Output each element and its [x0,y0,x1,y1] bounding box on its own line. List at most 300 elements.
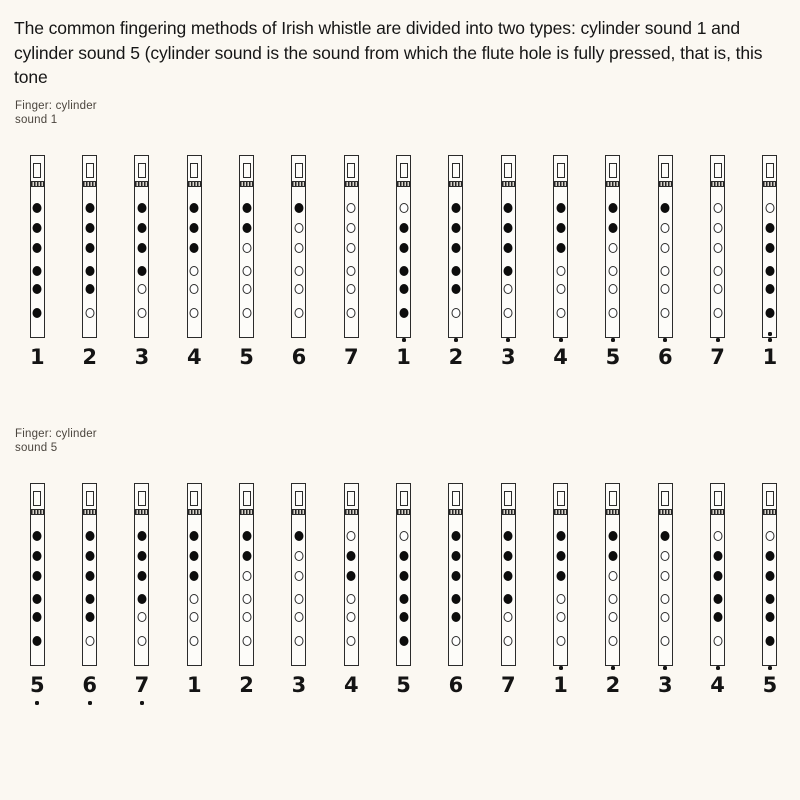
hole-pressed-icon [399,243,408,253]
note-number: 7 [500,673,516,697]
whistle-body [658,483,673,666]
hole-pressed-icon [765,594,774,604]
section-label-sound-5 [15,428,97,456]
hole-pressed-icon [137,531,146,541]
octave-dot-above [559,666,563,670]
hole-pressed-icon [294,203,303,213]
hole-open-icon [608,284,617,294]
hole-open-icon [608,612,617,622]
hole-pressed-icon [504,531,513,541]
fipple-band-icon [659,509,672,515]
hole-pressed-icon [399,594,408,604]
octave-dot-above [611,666,615,670]
note-number: 6 [291,345,307,369]
hole-pressed-icon [85,531,94,541]
hole-pressed-icon [137,243,146,253]
note-number: 2 [82,345,97,369]
hole-pressed-icon [33,223,42,233]
note-number: 4 [343,673,359,697]
fipple-band-icon [83,181,96,187]
hole-open-icon [608,571,617,581]
hole-pressed-icon [137,571,146,581]
fipple-band-icon [397,181,410,187]
note-number: 3 [134,345,150,369]
hole-pressed-icon [451,223,460,233]
note-label [232,345,262,369]
hole-pressed-icon [399,223,408,233]
note-label [755,673,785,697]
note-number: 1 [553,673,568,697]
hole-open-icon [137,308,146,318]
hole-open-icon [190,612,199,622]
whistle-body [344,483,359,666]
mouthpiece-window-icon [452,163,460,178]
hole-pressed-icon [504,571,513,581]
hole-pressed-icon [399,612,408,622]
mouthpiece-window-icon [86,163,94,178]
hole-pressed-icon [242,223,251,233]
whistle-diagram [134,483,150,697]
hole-open-icon [608,243,617,253]
octave-dot-below [35,701,39,705]
hole-pressed-icon [85,243,94,253]
note-number: 4 [710,673,725,697]
fipple-band-icon [606,509,619,515]
mouthpiece-window-icon [138,163,146,178]
hole-open-icon [190,266,199,276]
hole-open-icon [556,636,565,646]
hole-pressed-icon [85,551,94,561]
fipple-band-icon [240,181,253,187]
note-number: 1 [186,673,202,697]
mouthpiece-window-icon [138,491,146,506]
whistle-diagram [396,155,411,369]
whistle-diagram [239,483,254,697]
fipple-band-icon [659,181,672,187]
whistle-diagram [657,155,673,369]
hole-open-icon [347,223,356,233]
hole-open-icon [242,636,251,646]
hole-open-icon [504,636,513,646]
fipple-band-icon [83,509,96,515]
hole-open-icon [713,308,722,318]
mouthpiece-window-icon [557,163,565,178]
fipple-band-icon [449,181,462,187]
fipple-band-icon [240,509,253,515]
whistle-diagram [291,155,307,369]
fipple-band-icon [397,509,410,515]
octave-dot-above [716,666,720,670]
hole-pressed-icon [399,266,408,276]
octave-dot-above [768,338,772,342]
hole-open-icon [556,612,565,622]
hole-open-icon [347,612,356,622]
hole-pressed-icon [765,551,774,561]
fipple-band-icon [554,181,567,187]
whistle-body [291,483,306,666]
octave-dot-below [140,701,144,705]
whistle-diagram [396,483,411,697]
hole-pressed-icon [137,203,146,213]
hole-pressed-icon [451,612,460,622]
mouthpiece-window-icon [661,491,669,506]
hole-open-icon [294,243,303,253]
hole-pressed-icon [556,243,565,253]
note-label [493,673,523,697]
note-label [493,345,523,369]
note-number: 2 [239,673,254,697]
hole-pressed-icon [451,284,460,294]
hole-pressed-icon [504,223,513,233]
hole-open-icon [451,636,460,646]
hole-open-icon [85,308,94,318]
hole-open-icon [347,531,356,541]
octave-dot-above [559,338,563,342]
whistle-diagram [762,483,778,697]
hole-open-icon [556,308,565,318]
hole-pressed-icon [451,203,460,213]
hole-pressed-icon [137,266,146,276]
mouthpiece-window-icon [609,491,617,506]
hole-open-icon [190,636,199,646]
hole-open-icon [661,571,670,581]
hole-pressed-icon [765,223,774,233]
mouthpiece-window-icon [243,163,251,178]
hole-pressed-icon [661,531,670,541]
hole-open-icon [713,284,722,294]
hole-open-icon [294,551,303,561]
fipple-band-icon [502,181,515,187]
note-label [598,673,628,697]
section-label-sound-1 [15,100,97,128]
hole-pressed-icon [190,223,199,233]
fipple-band-icon [188,181,201,187]
fingering-row-sound-1 [0,155,800,395]
mouthpiece-window-icon [33,491,41,506]
hole-pressed-icon [33,612,42,622]
hole-pressed-icon [85,571,94,581]
mouthpiece-window-icon [452,491,460,506]
note-number: 5 [763,673,778,697]
note-label [546,345,576,369]
note-label [179,345,209,369]
hole-pressed-icon [399,636,408,646]
octave-dot-above [506,338,510,342]
note-number: 7 [710,345,725,369]
mouthpiece-window-icon [609,163,617,178]
whistle-body [553,483,568,666]
hole-open-icon [556,266,565,276]
mouthpiece-window-icon [295,491,303,506]
hole-pressed-icon [85,266,94,276]
section-label-line-1: Finger: cylinder [15,428,97,440]
hole-open-icon [242,284,251,294]
fipple-band-icon [292,181,305,187]
hole-pressed-icon [608,223,617,233]
whistle-body [396,483,411,666]
whistle-body [448,483,463,666]
hole-open-icon [347,266,356,276]
hole-pressed-icon [451,266,460,276]
note-label [703,345,733,369]
note-number: 5 [239,345,254,369]
hole-open-icon [713,223,722,233]
note-number: 6 [82,673,97,697]
octave-dot-above [768,666,772,670]
whistle-diagram [500,155,516,369]
mouthpiece-window-icon [557,491,565,506]
hole-open-icon [608,636,617,646]
note-label [75,673,105,697]
hole-open-icon [347,308,356,318]
whistle-body [762,155,777,338]
hole-open-icon [242,594,251,604]
hole-open-icon [713,203,722,213]
note-label [336,345,366,369]
note-number: 2 [606,673,621,697]
hole-open-icon [399,203,408,213]
section-label-line-1: Finger: cylinder [15,100,97,112]
whistle-diagram [500,483,516,697]
hole-pressed-icon [137,551,146,561]
mouthpiece-window-icon [766,163,774,178]
whistle-body [605,483,620,666]
hole-open-icon [242,571,251,581]
hole-pressed-icon [33,266,42,276]
hole-open-icon [661,243,670,253]
note-number: 6 [448,673,464,697]
fipple-band-icon [711,181,724,187]
hole-pressed-icon [85,612,94,622]
hole-open-icon [661,308,670,318]
hole-open-icon [347,203,356,213]
whistle-diagram [605,155,621,369]
hole-open-icon [190,594,199,604]
note-label [650,345,680,369]
whistle-body [501,483,516,666]
hole-pressed-icon [33,243,42,253]
hole-pressed-icon [33,203,42,213]
hole-pressed-icon [190,531,199,541]
whistle-body [30,155,45,338]
hole-pressed-icon [451,571,460,581]
fipple-band-icon [763,509,776,515]
hole-pressed-icon [33,308,42,318]
hole-pressed-icon [347,571,356,581]
hole-pressed-icon [33,531,42,541]
note-label [389,673,419,697]
note-label [127,673,157,697]
whistle-body [239,483,254,666]
hole-open-icon [608,266,617,276]
whistle-body [553,155,568,338]
hole-open-icon [137,284,146,294]
note-label [598,345,628,369]
hole-pressed-icon [504,243,513,253]
mouthpiece-window-icon [33,163,41,178]
hole-open-icon [347,284,356,294]
hole-pressed-icon [85,284,94,294]
hole-pressed-icon [33,551,42,561]
mouthpiece-window-icon [347,163,355,178]
note-number: 3 [501,345,516,369]
hole-open-icon [608,308,617,318]
fipple-band-icon [345,509,358,515]
whistle-body [82,483,97,666]
whistle-diagram [448,483,464,697]
mouthpiece-window-icon [504,163,512,178]
octave-dot-above [402,338,406,342]
note-label [546,673,576,697]
octave-dot-above [454,338,458,342]
hole-pressed-icon [556,223,565,233]
mouthpiece-window-icon [714,163,722,178]
hole-pressed-icon [399,308,408,318]
hole-open-icon [661,636,670,646]
hole-pressed-icon [765,243,774,253]
note-label [441,345,471,369]
note-label [703,673,733,697]
whistle-body [501,155,516,338]
whistle-body [291,155,306,338]
mouthpiece-window-icon [661,163,669,178]
hole-open-icon [556,284,565,294]
whistle-body [134,483,149,666]
whistle-body [710,483,725,666]
hole-open-icon [242,243,251,253]
whistle-body [187,155,202,338]
note-number: 1 [763,345,778,369]
note-number: 1 [29,345,45,369]
whistle-diagram [710,155,725,369]
section-label-line-2: sound 5 [15,441,58,454]
whistle-body [187,483,202,666]
note-label [127,345,157,369]
octave-dot-above [611,338,615,342]
mouthpiece-window-icon [190,163,198,178]
hole-pressed-icon [190,571,199,581]
note-number: 3 [291,673,307,697]
hole-pressed-icon [242,551,251,561]
hole-pressed-icon [556,203,565,213]
hole-pressed-icon [33,594,42,604]
hole-pressed-icon [451,531,460,541]
mouthpiece-window-icon [243,491,251,506]
hole-pressed-icon [713,551,722,561]
note-label [336,673,366,697]
hole-open-icon [294,571,303,581]
hole-open-icon [190,308,199,318]
mouthpiece-window-icon [190,491,198,506]
hole-open-icon [294,266,303,276]
whistle-diagram [29,155,45,369]
hole-pressed-icon [765,308,774,318]
hole-open-icon [242,308,251,318]
hole-pressed-icon [399,551,408,561]
hole-pressed-icon [137,223,146,233]
hole-pressed-icon [451,243,460,253]
octave-dot-below [88,701,92,705]
hole-pressed-icon [713,612,722,622]
whistle-body [762,483,777,666]
whistle-body [396,155,411,338]
hole-open-icon [137,612,146,622]
mouthpiece-window-icon [347,491,355,506]
hole-open-icon [661,594,670,604]
hole-pressed-icon [451,594,460,604]
octave-dot-above [663,666,667,670]
hole-open-icon [190,284,199,294]
hole-pressed-icon [765,636,774,646]
hole-pressed-icon [190,243,199,253]
hole-pressed-icon [765,612,774,622]
fipple-band-icon [31,181,44,187]
fipple-band-icon [449,509,462,515]
hole-open-icon [242,612,251,622]
whistle-body [82,155,97,338]
hole-pressed-icon [242,531,251,541]
hole-pressed-icon [765,571,774,581]
whistle-body [605,155,620,338]
note-number: 4 [186,345,202,369]
hole-open-icon [504,284,513,294]
note-label [284,345,314,369]
fipple-band-icon [711,509,724,515]
octave-dot-above [716,338,720,342]
mouthpiece-window-icon [400,491,408,506]
hole-pressed-icon [347,551,356,561]
note-label [179,673,209,697]
hole-pressed-icon [399,284,408,294]
hole-open-icon [661,551,670,561]
section-label-line-2: sound 1 [15,113,58,126]
note-label [650,673,680,697]
note-number: 6 [658,345,673,369]
hole-open-icon [294,594,303,604]
whistle-diagram [186,483,202,697]
hole-open-icon [504,612,513,622]
note-number: 3 [658,673,673,697]
whistle-body [710,155,725,338]
hole-open-icon [608,594,617,604]
note-label [232,673,262,697]
hole-pressed-icon [451,551,460,561]
hole-open-icon [451,308,460,318]
fipple-band-icon [31,509,44,515]
mouthpiece-window-icon [295,163,303,178]
hole-open-icon [137,636,146,646]
hole-pressed-icon [504,594,513,604]
hole-open-icon [556,594,565,604]
note-label [22,673,52,697]
fipple-band-icon [292,509,305,515]
whistle-diagram [553,155,568,369]
hole-pressed-icon [33,636,42,646]
fipple-band-icon [135,181,148,187]
note-label [441,673,471,697]
hole-open-icon [661,223,670,233]
mouthpiece-window-icon [86,491,94,506]
fingering-row-sound-5 [0,483,800,723]
note-number: 4 [553,345,568,369]
hole-pressed-icon [556,531,565,541]
hole-open-icon [661,284,670,294]
octave-dot-above [663,338,667,342]
hole-open-icon [765,203,774,213]
hole-open-icon [347,636,356,646]
hole-open-icon [713,266,722,276]
hole-pressed-icon [294,531,303,541]
